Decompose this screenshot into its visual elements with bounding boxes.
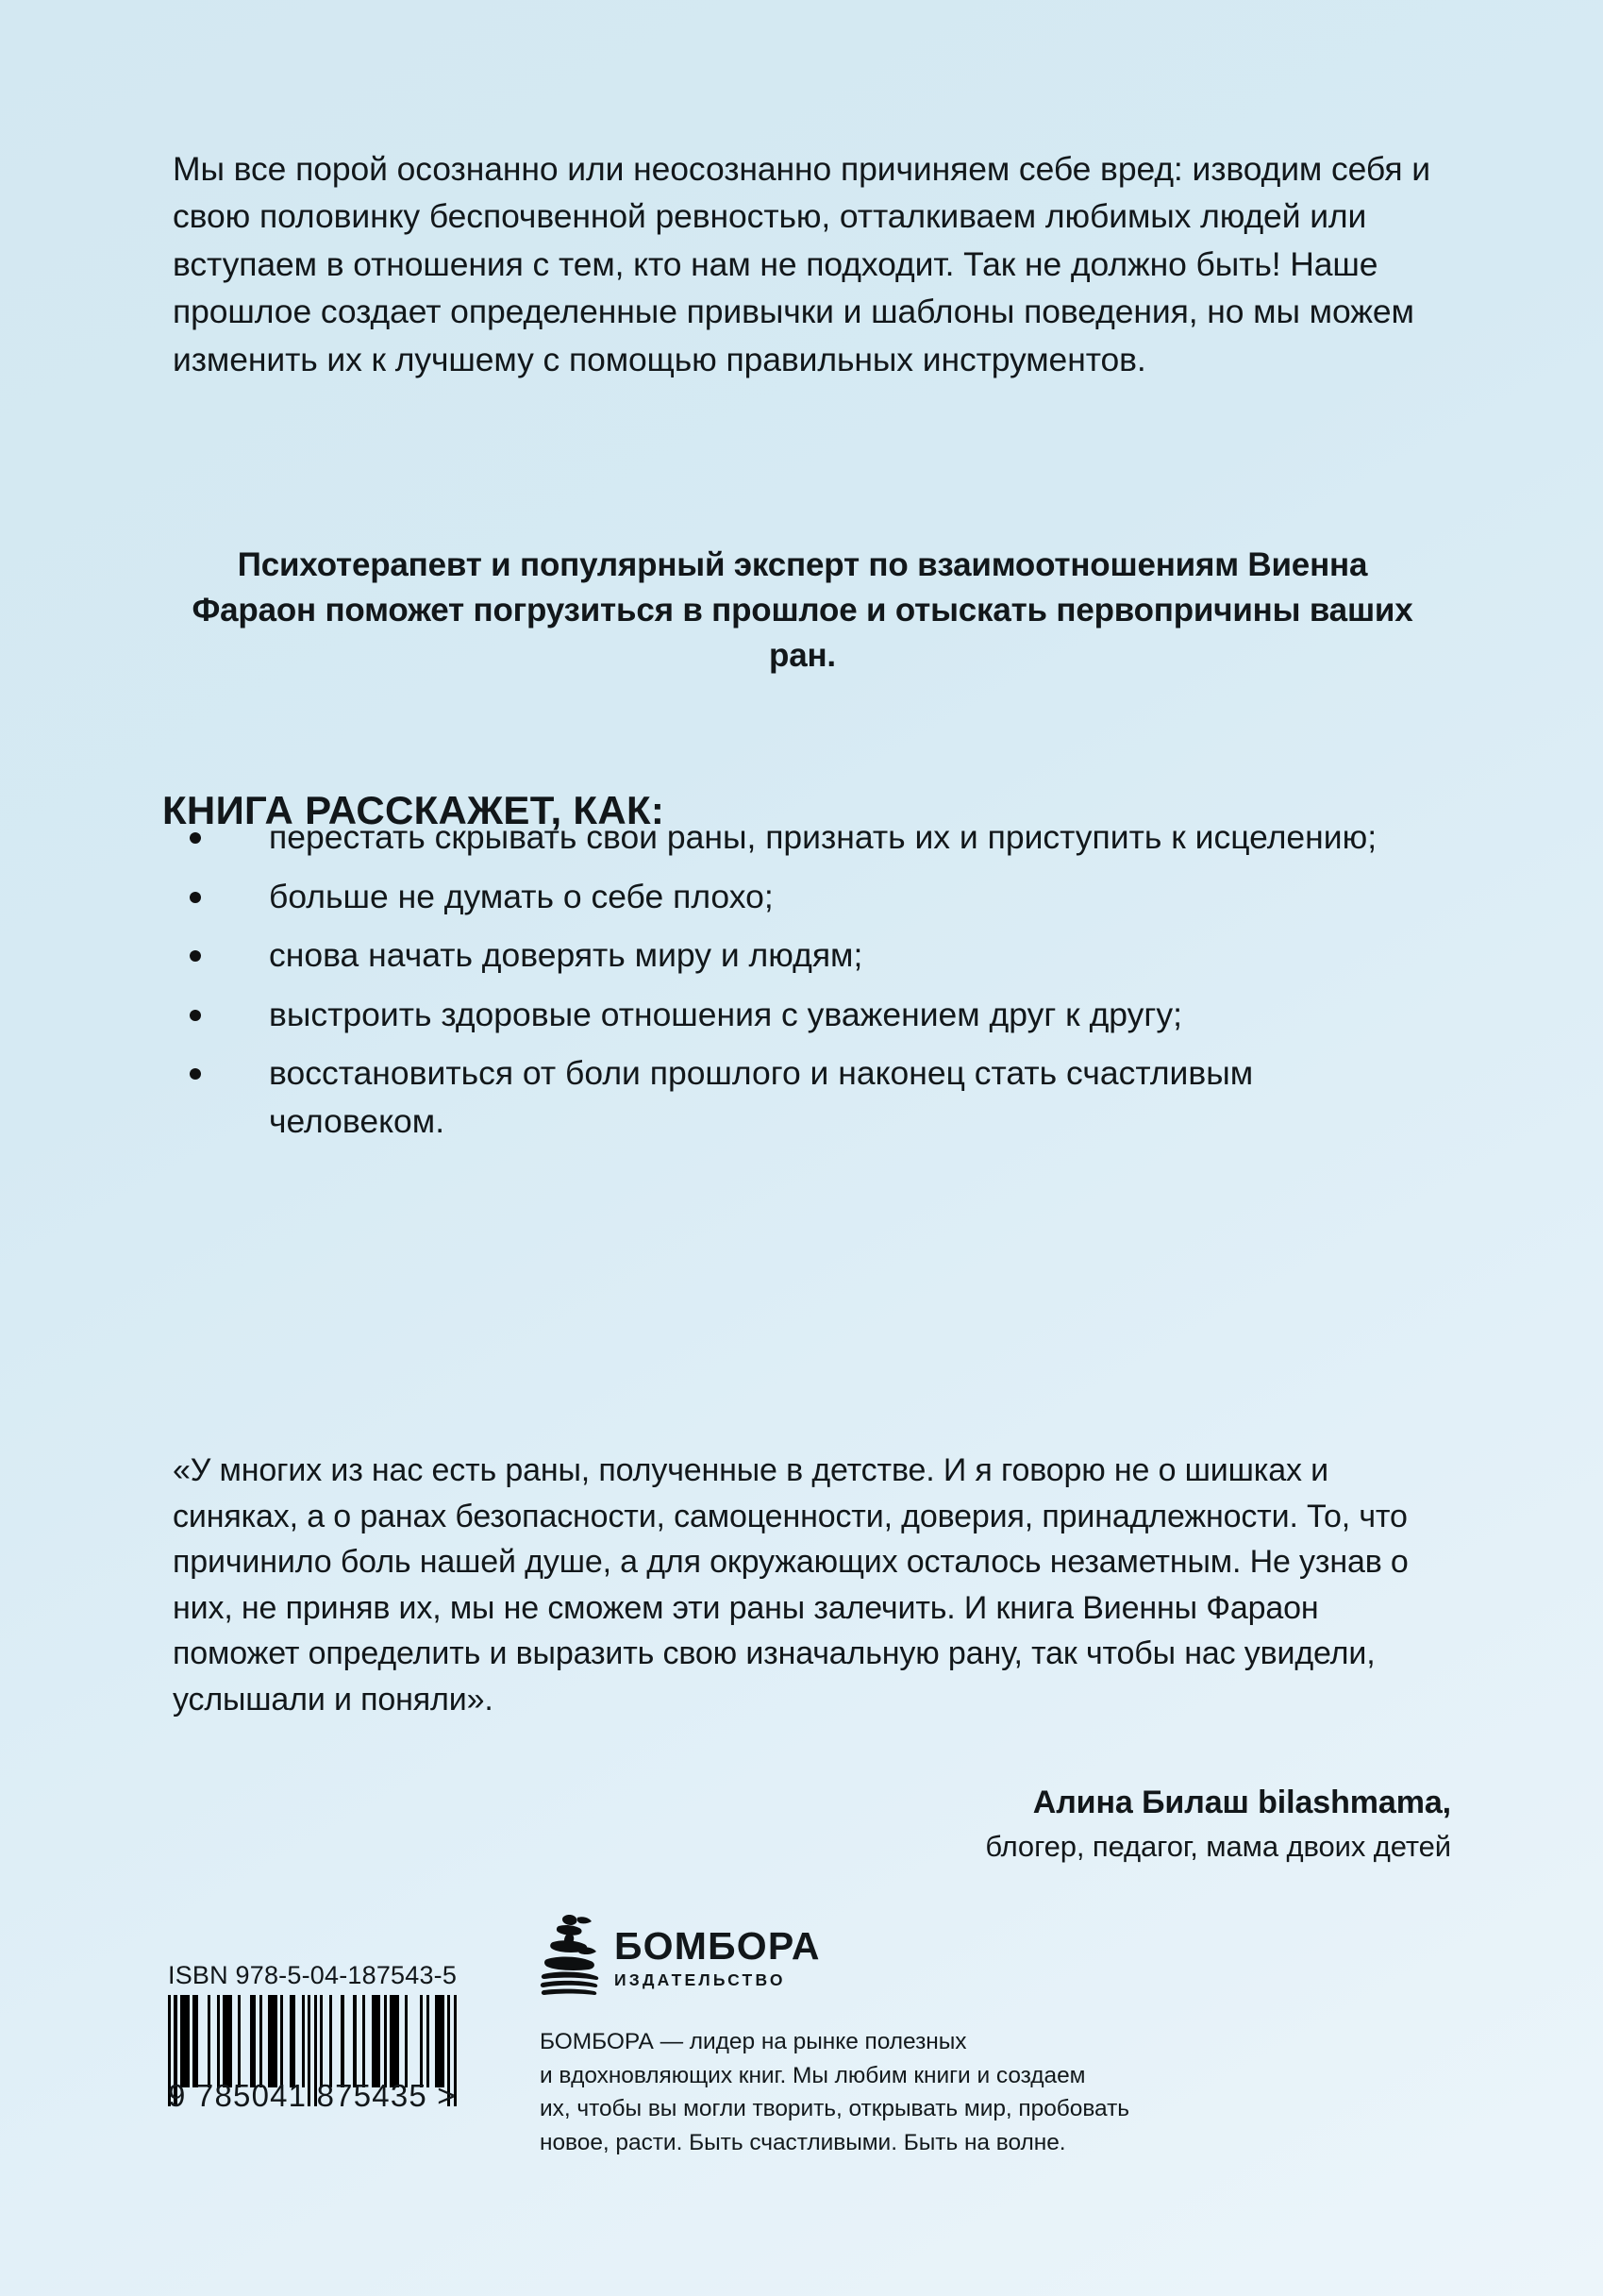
highlight-paragraph: Психотерапевт и популярный эксперт по взаимоотношениям Виенна Фараон поможет погрузиться в прошлое и отыскать первопричины ваших ран. — [192, 546, 1413, 674]
publisher-name: БОМБОРА — [614, 1924, 821, 1968]
benefits-list — [173, 813, 1437, 1145]
publisher-description-line: БОМБОРА — лидер на рынке полезных — [540, 2029, 967, 2054]
list-item — [173, 873, 1437, 921]
barcode-digits: 9 785041 875435 > — [168, 2078, 457, 2113]
barcode-block — [168, 1961, 479, 2114]
list-item — [173, 1049, 1437, 1145]
bombora-surfer-wave-logo-icon — [540, 1914, 602, 1997]
publisher-logo — [540, 1914, 1200, 2001]
list-item-label: восстановиться от боли прошлого и наконец стать счастливым человеком. — [269, 1054, 1254, 1140]
publisher-subtitle: ИЗДАТЕЛЬСТВО — [614, 1970, 786, 1989]
publisher-description-line: новое, расти. Быть счастливыми. Быть на волне. — [540, 2129, 1066, 2155]
list-item — [173, 991, 1437, 1039]
isbn-label: ISBN 978-5-04-187543-5 — [168, 1961, 458, 1989]
list-item — [173, 931, 1437, 980]
review-author-name: Алина Билаш bilashmama, — [1032, 1785, 1451, 1820]
bullet-dot-icon — [190, 950, 201, 962]
bullet-dot-icon — [190, 892, 201, 903]
publisher-wordmark — [614, 1914, 821, 1991]
list-item — [173, 813, 1437, 862]
page-title: КНИГА РАССКАЖЕТ, КАК: — [162, 787, 665, 832]
list-item-label: перестать скрывать свои раны, признать их и приступить к исцелению; — [269, 818, 1378, 856]
bullet-dot-icon — [190, 1068, 201, 1080]
review-quote: «У многих из нас есть раны, полученные в детстве. И я говорю не о шишках и синяках, а о ранах безопасности, самоценности, доверия, принадлежности. То, что причинило боль нашей душе, а для окружающих осталось незаметным. Не узнав о них, не приняв их, мы не сможем эти раны залечить. И книга Виенны Фараон поможет определить и выразить свою изначальную рану, так чтобы нас увидели, услышали и поняли». — [173, 1452, 1409, 1718]
publisher-block — [540, 1914, 1200, 2159]
publisher-description-line: и вдохновляющих книг. Мы любим книги и создаем — [540, 2062, 1086, 2088]
list-item-label: снова начать доверять миру и людям; — [269, 936, 863, 974]
publisher-description — [540, 2025, 1200, 2159]
list-item-label: выстроить здоровые отношения с уважением друг к другу; — [269, 995, 1182, 1033]
bullet-dot-icon — [190, 1010, 201, 1021]
publisher-description-line: их, чтобы вы могли творить, открывать мир, пробовать — [540, 2096, 1129, 2121]
review-author-role: блогер, педагог, мама двоих детей — [985, 1830, 1451, 1863]
bullet-dot-icon — [190, 832, 201, 844]
intro-paragraph: Мы все порой осознанно или неосознанно причиняем себе вред: изводим себя и свою половинку беспочвенной ревностью, отталкиваем любимых людей или вступаем в отношения с тем, кто нам не подходит. Так не должно быть! Наше прошлое создает определенные привычки и шаблоны поведения, но мы можем изменить их к лучшему с помощью правильных инструментов. — [173, 149, 1430, 378]
review-attribution — [173, 1782, 1451, 1868]
list-item-label: больше не думать о себе плохо; — [269, 877, 774, 915]
